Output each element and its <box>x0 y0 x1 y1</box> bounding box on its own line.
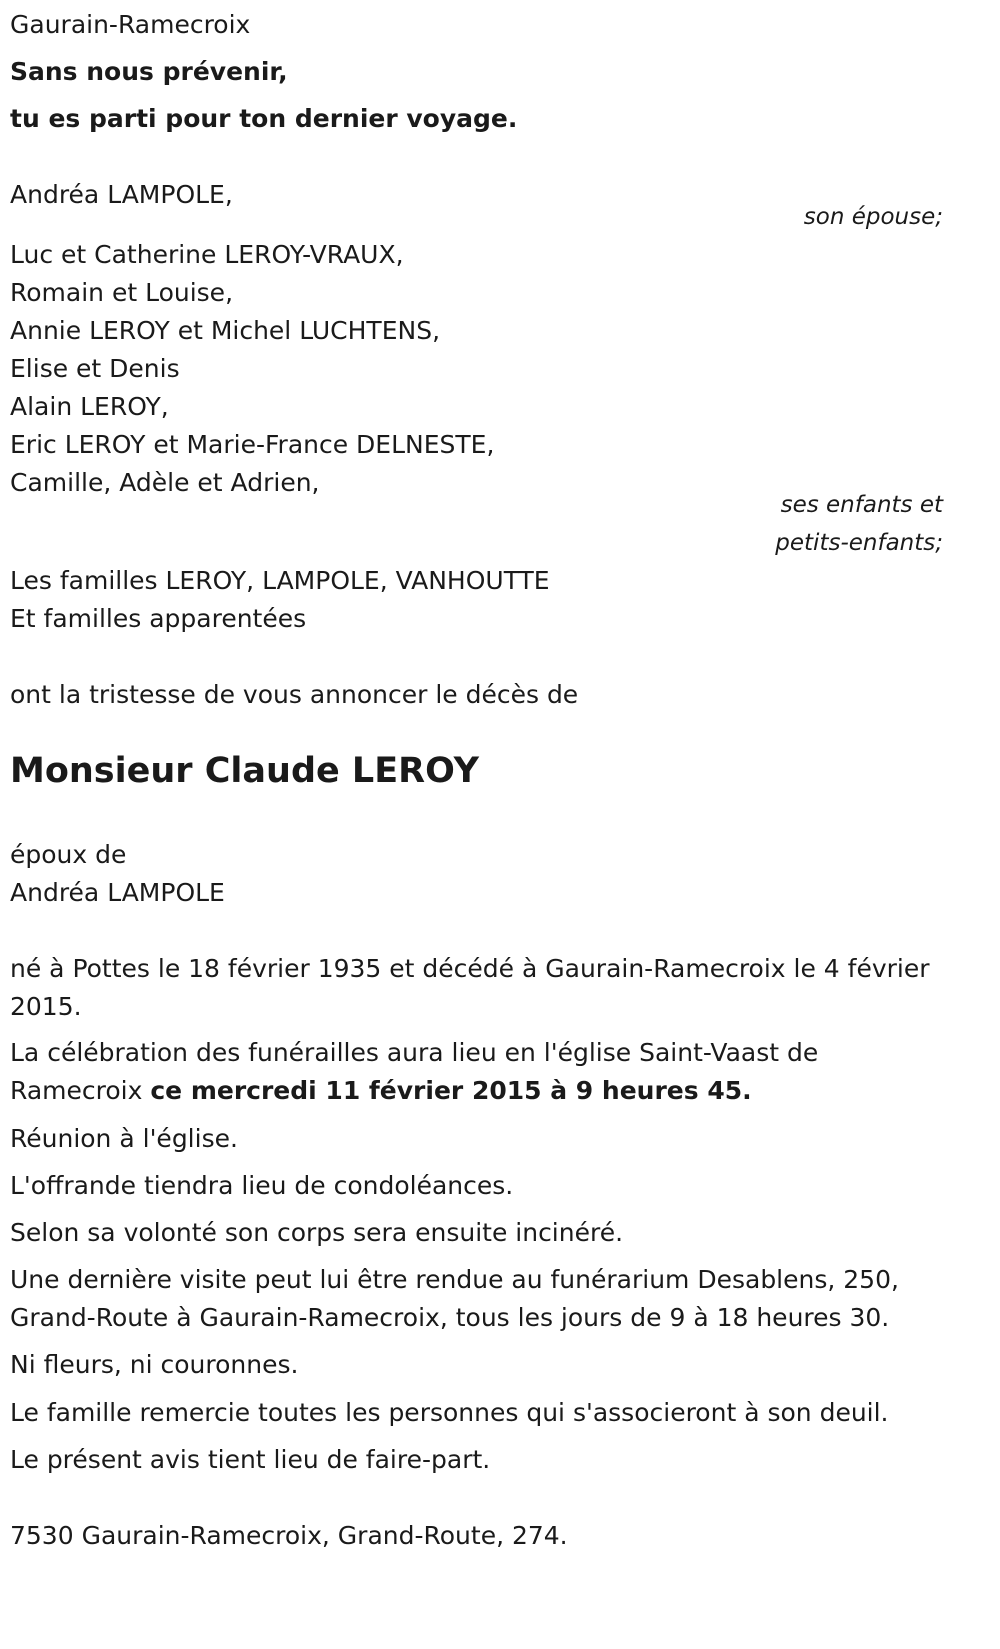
ceremony-line-1: La célébration des funérailles aura lieu en l'église Saint-Vaast de <box>10 1038 819 1067</box>
verse-line-2: tu es parti pour ton dernier voyage. <box>10 104 518 133</box>
ceremony-place: Ramecroix <box>10 1076 151 1105</box>
flowers-text: Ni fleurs, ni couronnes. <box>10 1350 299 1379</box>
spouse-name: Andréa LAMPOLE, <box>10 180 233 209</box>
address-text: 7530 Gaurain-Ramecroix, Grand-Route, 274. <box>10 1521 568 1550</box>
cremation-text: Selon sa volonté son corps sera ensuite incinéré. <box>10 1218 624 1247</box>
deceased-name: Monsieur Claude LEROY <box>10 751 479 791</box>
spouse-of-line-1: époux de <box>10 840 127 869</box>
announcement-text: ont la tristesse de vous annoncer le décès de <box>10 680 579 709</box>
visit-line-2: Grand-Route à Gaurain-Ramecroix, tous les jours de 9 à 18 heures 30. <box>10 1303 890 1332</box>
children-line-2: Romain et Louise, <box>10 278 234 307</box>
children-line-5: Alain LEROY, <box>10 392 169 421</box>
ceremony-datetime: ce mercredi 11 février 2015 à 9 heures 45. <box>150 1076 752 1105</box>
families-line-1: Les familles LEROY, LAMPOLE, VANHOUTTE <box>10 566 550 595</box>
notice-text: Le présent avis tient lieu de faire-part. <box>10 1445 491 1474</box>
thanks-text: Le famille remercie toutes les personnes qui s'associeront à son deuil. <box>10 1398 889 1427</box>
children-line-3: Annie LEROY et Michel LUCHTENS, <box>10 316 441 345</box>
children-relation-line-1: ses enfants et <box>780 492 943 518</box>
children-line-7: Camille, Adèle et Adrien, <box>10 468 320 497</box>
location-header: Gaurain-Ramecroix <box>10 10 251 39</box>
birth-death-line-1: né à Pottes le 18 février 1935 et décédé à Gaurain-Ramecroix le 4 février <box>10 954 930 983</box>
verse-line-1: Sans nous prévenir, <box>10 57 288 86</box>
children-line-6: Eric LEROY et Marie-France DELNESTE, <box>10 430 495 459</box>
ceremony-line-2 <box>10 1072 752 1110</box>
families-line-2: Et familles apparentées <box>10 604 307 633</box>
visit-line-1: Une dernière visite peut lui être rendue au funérarium Desablens, 250, <box>10 1265 899 1294</box>
meeting-text: Réunion à l'église. <box>10 1124 238 1153</box>
spouse-relation: son épouse; <box>803 204 943 230</box>
spouse-of-line-2: Andréa LAMPOLE <box>10 878 225 907</box>
children-line-4: Elise et Denis <box>10 354 180 383</box>
birth-death-line-2: 2015. <box>10 992 82 1021</box>
offering-text: L'offrande tiendra lieu de condoléances. <box>10 1171 514 1200</box>
children-line-1: Luc et Catherine LEROY-VRAUX, <box>10 240 404 269</box>
children-relation-line-2: petits-enfants; <box>775 530 943 556</box>
